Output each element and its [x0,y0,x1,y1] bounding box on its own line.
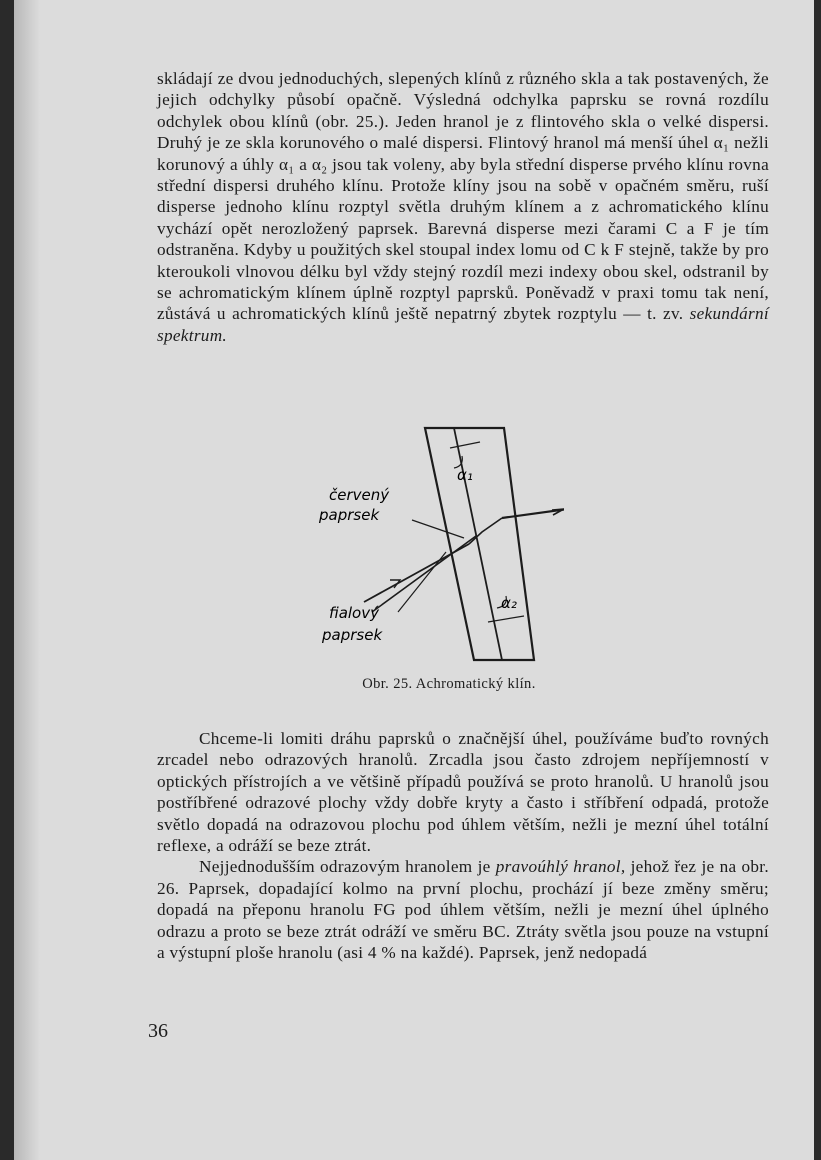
page-number: 36 [148,1020,168,1042]
achromatic-wedge-figure [294,420,564,675]
page-gutter-shadow [14,0,40,1160]
right-angle-prism-term: pravoúhlý hranol, [495,857,626,877]
outgoing-ray [502,504,564,518]
angle-label-2: α₂ [501,594,517,612]
violet-ray-label-line2: paprsek [322,626,383,644]
red-ray-label-line1: červený [329,486,390,504]
book-page [14,0,814,1160]
violet-label-pointer [398,552,446,612]
red-label-pointer [412,520,464,538]
paragraph-2: Chceme-li lomiti dráhu paprsků o značnější úhel, používáme buďto rovných zrcadel nebo odrazových hranolů. Zrcadla jsou často zdrojem nepříjemností v optických přístrojích a ve většině případů používá se proto hranolů. U hranolů jsou postříbřené odrazové plochy vždy dobře kryty a často i stříbření odpadá, protože světlo dopadá na odrazovou plochu pod úhlem větším, nežli je mezní úhel totální reflexe, a odráží se beze ztrát. [157,729,769,856]
wedge-diagram [294,420,564,675]
red-ray-label-line2: paprsek [319,506,380,524]
violet-ray-label-line1: fialový [329,604,379,622]
secondary-spectrum-term: sekundární spektrum. [157,304,769,345]
angle-label-1: α₁ [457,466,473,484]
wedge-outline [425,428,534,660]
paragraph-3: Nejjednodušším odrazovým hranolem je pravoúhlý hranol, jehož řez je na obr. 26. Paprsek, dopadající kolmo na první plochu, prochází jí beze změny směru; dopadá na přeponu hranolu FG pod úhlem větším, nežli je mezní úhel úplného odrazu a proto se beze ztrát odráží ve směru BC. Ztráty světla jsou pouze na vstupní a výstupní ploše hranolu (asi 4 % na každé). Paprsek, jenž nedopadá [157,857,769,963]
normal-marker-top [450,442,480,448]
bottom-text-block [157,728,769,963]
figure-caption: Obr. 25. Achromatický klín. [362,676,536,692]
top-text-block [157,68,769,346]
paragraph-top: skládají ze dvou jednoduchých, slepených klínů z různého skla a tak postavených, že jejich odchylky působí opačně. Výsledná odchylka paprsku se rovná rozdílu odchylek obou klínů (obr. 25.). Jeden hranol je z flintového skla o velké dispersi. Druhý je ze skla korunového o malé dispersi. Flintový hranol má menší úhel α₁ nežli korunový a úhly α₁ a α₂ jsou tak voleny, aby byla střední disperse prvého klínu rovna střední dispersi druhého klínu. Protože klíny jsou na sobě v opačném směru, ruší disperse jednoho klínu rozptyl světla druhým klínem a z achromatického klínu vychází opět nerozložený paprsek. Barevná disperse mezi čarami C a F je tím odstraněna. Kdyby u použitých skel stoupal index lomu od C k F stejně, takže by pro kteroukoli vlnovou délku byl vždy stejný rozdíl mezi indexy obou skel, odstranil by se achromatickým klínem úplně rozptyl paprsků. Poněvadž v praxi tomu tak není, zůstává u achromatických klínů ještě nepatrný zbytek rozptylu — t. zv. sekundární spektrum. [157,69,769,345]
